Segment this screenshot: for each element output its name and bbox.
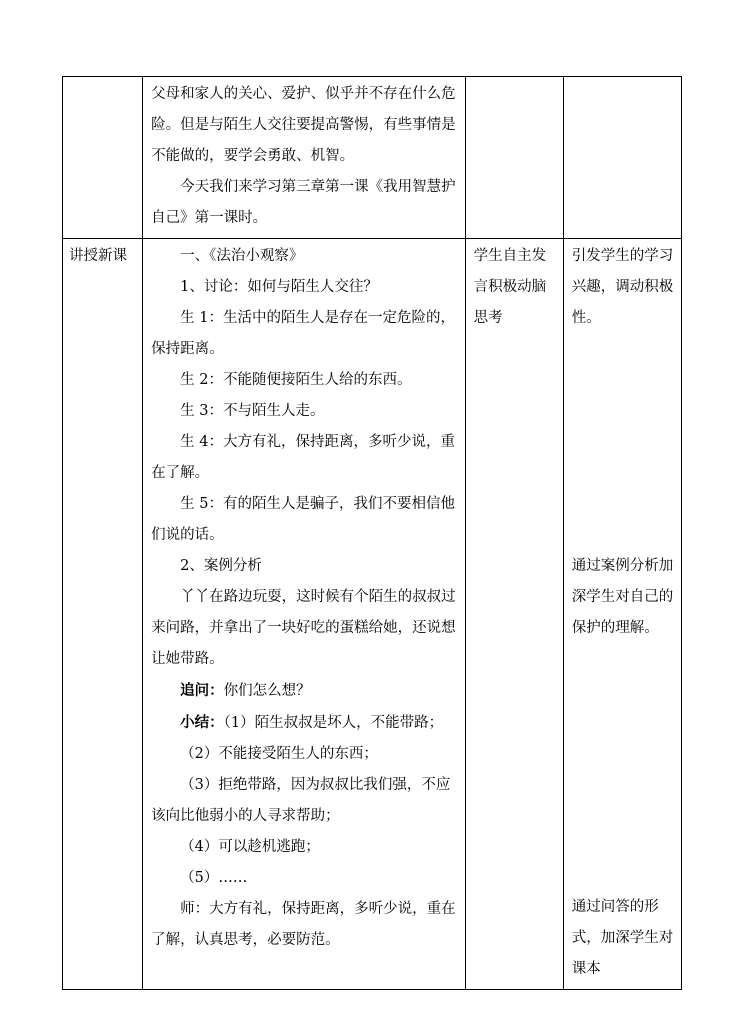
student-answer: 生 3：不与陌生人走。 xyxy=(180,403,325,419)
intent-cell-empty xyxy=(563,77,681,239)
stage-cell xyxy=(63,239,143,990)
student-activity-text: 学生自主发言积极动脑思考 xyxy=(473,248,547,326)
intent-text-2: 通过案例分析加深学生对自己的保护的理解。 xyxy=(571,558,674,636)
summary-item: （3）拒绝带路，因为叔叔比我们强，不应该向比他弱小的人寻求帮助； xyxy=(151,777,451,824)
content-cell-intro xyxy=(143,77,466,239)
intent-text-1: 引发学生的学习兴趣，调动积极性。 xyxy=(571,248,674,326)
case-text: 丫丫在路边玩耍，这时候有个陌生的叔叔过来问路，并拿出了一块好吃的蛋糕给她，还说想让她带路。 xyxy=(151,589,456,667)
intent-text-3: 通过问答的形式，加深学生对课本 xyxy=(571,899,674,977)
table-row-intro xyxy=(63,77,682,239)
student-activity-cell xyxy=(465,239,563,990)
teacher-summary: 师：大方有礼，保持距离，多听少说，重在了解，认真思考，必要防范。 xyxy=(151,901,456,948)
student-answer: 生 2：不能随便接陌生人给的东西。 xyxy=(180,372,412,388)
student-answer: 生 4：大方有礼，保持距离，多听少说，重在了解。 xyxy=(151,434,455,481)
lesson-plan-table xyxy=(62,76,682,990)
intro-paragraph: 父母和家人的关心、爱护、似乎并不存在什么危险。但是与陌生人交往要提高警惕，有些事情是不能做的，要学会勇敢、机智。 xyxy=(151,86,456,164)
activity-cell-empty xyxy=(465,77,563,239)
stage-cell-empty xyxy=(63,77,143,239)
followup-label: 追问： xyxy=(180,682,224,699)
table-row-new-lesson xyxy=(63,239,682,990)
student-answer: 生 5：有的陌生人是骗子，我们不要相信他们说的话。 xyxy=(151,496,455,543)
followup-line xyxy=(151,675,459,707)
discussion-question: 1、讨论：如何与陌生人交往？ xyxy=(180,279,378,295)
section-title: 一、《法治小观察》 xyxy=(180,248,304,264)
case-title: 2、案例分析 xyxy=(180,558,262,574)
summary-item: （1）陌生叔叔是坏人，不能带路； xyxy=(223,715,444,731)
summary-label: 小结： xyxy=(180,714,224,731)
content-cell-new-lesson xyxy=(143,239,466,990)
summary-item: （2）不能接受陌生人的东西； xyxy=(180,746,378,762)
followup-text: 你们怎么想？ xyxy=(223,683,311,699)
stage-label: 讲授新课 xyxy=(69,248,127,264)
summary-item: （4）可以趁机逃跑； xyxy=(180,839,320,855)
intent-cell xyxy=(563,239,681,990)
intro-lesson-topic: 今天我们来学习第三章第一课《我用智慧护自己》第一课时。 xyxy=(151,179,456,226)
student-answer: 生 1：生活中的陌生人是存在一定危险的，保持距离。 xyxy=(151,310,455,357)
summary-line xyxy=(151,707,459,739)
summary-item: （5）…… xyxy=(180,870,248,886)
